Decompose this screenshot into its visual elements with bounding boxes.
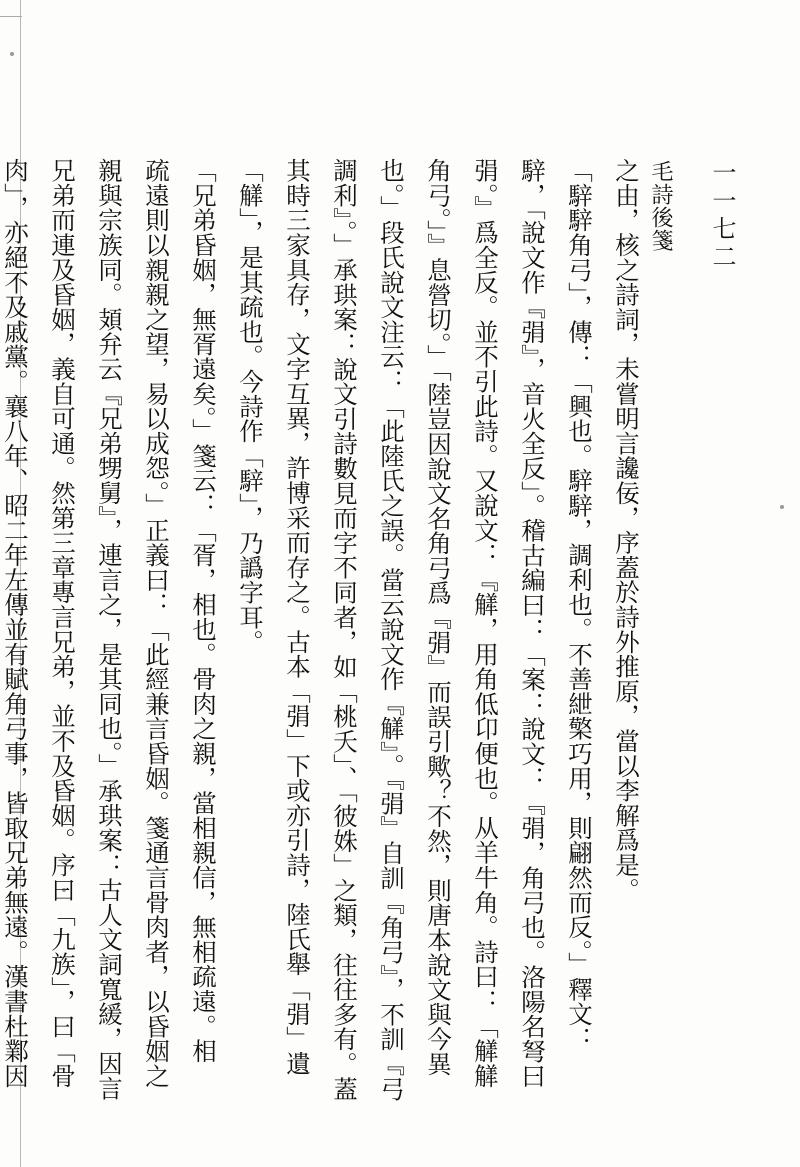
text-column: 「兄弟昏姻，無胥遠矣。」箋云：「胥，相也。骨肉之親，當相親信，無相疏遠。相 (189, 158, 218, 1064)
page-number: 一一七二 (708, 160, 736, 272)
text-column: 疏遠則以親親之望，易以成怨。」正義曰：「此經兼言昏姻。箋通言骨肉者，以昏姻之 (142, 158, 171, 1089)
text-column: 之由，核之詩詞，未嘗明言讒佞，序蓋於詩外推原，當以李解爲是。 (612, 158, 641, 902)
text-column: 騂，「說文作『弲』，音火全反」。稽古編曰：「案：說文：『弲，角弓也。洛陽名弩曰 (518, 158, 547, 1089)
text-column: 也。」段氏說文注云：「此陸氏之誤。當云說文作『觲』。『弲』自訓『角弓』，不訓『弓 (377, 158, 406, 1101)
running-head-title: 毛詩後箋 (648, 160, 673, 252)
text-column: 角弓。」』息營切。」「陸豈因說文名角弓爲『弲』而誤引歟？不然，則唐本說文與今異 (424, 158, 453, 1077)
scan-speck (780, 505, 784, 509)
scan-corner-mark (0, 0, 22, 17)
text-column: 肉」，亦絕不及戚黨。襄八年、昭二年左傳並有賦角弓事，皆取兄弟無遠。漢書杜鄴因 (1, 158, 30, 1089)
text-column: 「騂騂角弓」，傳：「興也。騂騂，調利也。不善紲檠巧用，則翩然而反。」釋文： (565, 158, 594, 1052)
text-column: 「觲」，是其疏也。今詩作「騂」，乃譌字耳。 (236, 158, 265, 655)
text-column: 其時三家具存，文字互異，許博采而存之。古本「弲」下或亦引詩，陸氏舉「弲」遺 (283, 158, 312, 1076)
text-column: 調利』。」承珙案：說文引詩數見而字不同者，如「桃夭」、「彼姝」之類，往往多有。蓋 (330, 158, 359, 1101)
body-text (1, 158, 650, 1101)
text-column: 弲。』爲全反。並不引此詩。又說文：『觲，用角低卬便也。从羊牛角。詩曰：「觲觲 (471, 158, 500, 1089)
text-column: 兄弟而連及昏姻，義自可通。然第三章專言兄弟，並不及昏姻。序曰「九族」，曰「骨 (48, 158, 77, 1089)
scan-speck (10, 52, 14, 56)
text-column: 親與宗族同。頍弁云『兄弟甥舅』，連言之，是其同也。」承珙案：古人文詞寬緩，因言 (95, 158, 124, 1101)
